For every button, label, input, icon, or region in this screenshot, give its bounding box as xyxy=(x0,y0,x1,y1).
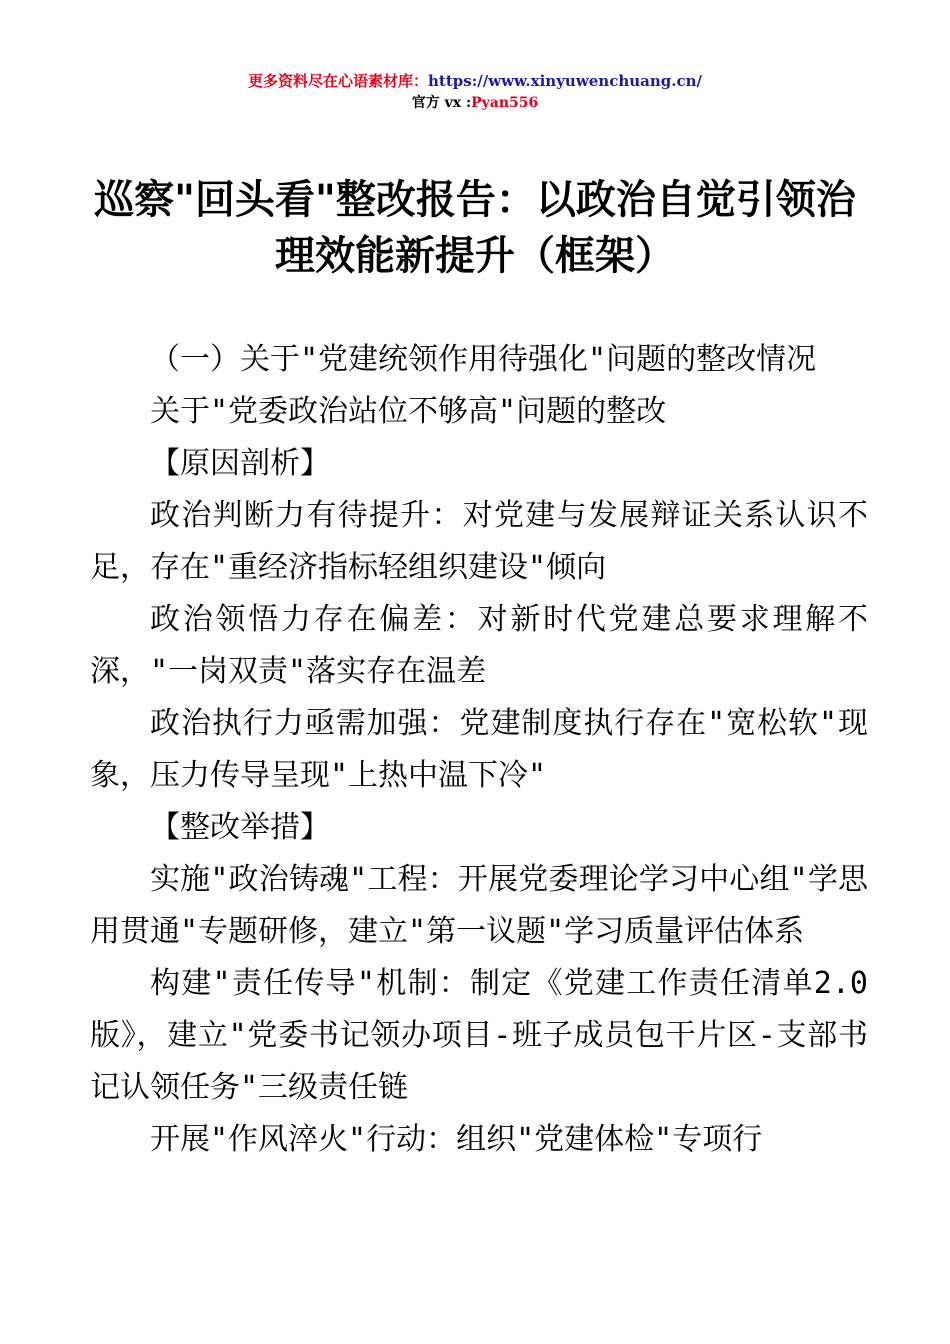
source-line xyxy=(0,70,950,92)
subsection-heading: 关于"党委政治站位不够高"问题的整改 xyxy=(150,394,667,429)
source-label: 更多资料尽在心语素材库： xyxy=(248,72,429,90)
body-paragraph: 实施"政治铸魂"工程：开展党委理论学习中心组"学思用贯通"专题研修，建立"第一议题"学习质量评估体系 xyxy=(90,862,868,949)
source-watermark xyxy=(0,70,950,114)
body-paragraph: 政治领悟力存在偏差：对新时代党建总要求理解不深，"一岗双责"落实存在温差 xyxy=(90,602,868,689)
cause-analysis-label: 【原因剖析】 xyxy=(150,446,330,481)
body-paragraph: 构建"责任传导"机制：制定《党建工作责任清单2.0版》，建立"党委书记领办项目-班子成员包干片区-支部书记认领任务"三级责任链 xyxy=(90,966,868,1105)
contact-id: Pyan556 xyxy=(471,95,539,111)
body-paragraph: 政治判断力有待提升：对党建与发展辩证关系认识不足，存在"重经济指标轻组织建设"倾向 xyxy=(90,498,868,585)
contact-line xyxy=(0,92,950,114)
contact-label: 官方 vx : xyxy=(411,95,472,111)
body-paragraph: 开展"作风淬火"行动：组织"党建体检"专项行 xyxy=(150,1122,763,1157)
section-heading: （一）关于"党建统领作用待强化"问题的整改情况 xyxy=(150,342,817,377)
document-body xyxy=(90,334,868,1166)
body-paragraph: 政治执行力亟需加强：党建制度执行存在"宽松软"现象，压力传导呈现"上热中温下冷" xyxy=(90,706,868,793)
rectification-measures-label: 【整改举措】 xyxy=(150,810,330,845)
document-title: 巡察"回头看"整改报告：以政治自觉引领治理效能新提升（框架） xyxy=(94,176,856,279)
source-url-link[interactable]: https://www.xinyuwenchuang.cn/ xyxy=(428,72,702,90)
